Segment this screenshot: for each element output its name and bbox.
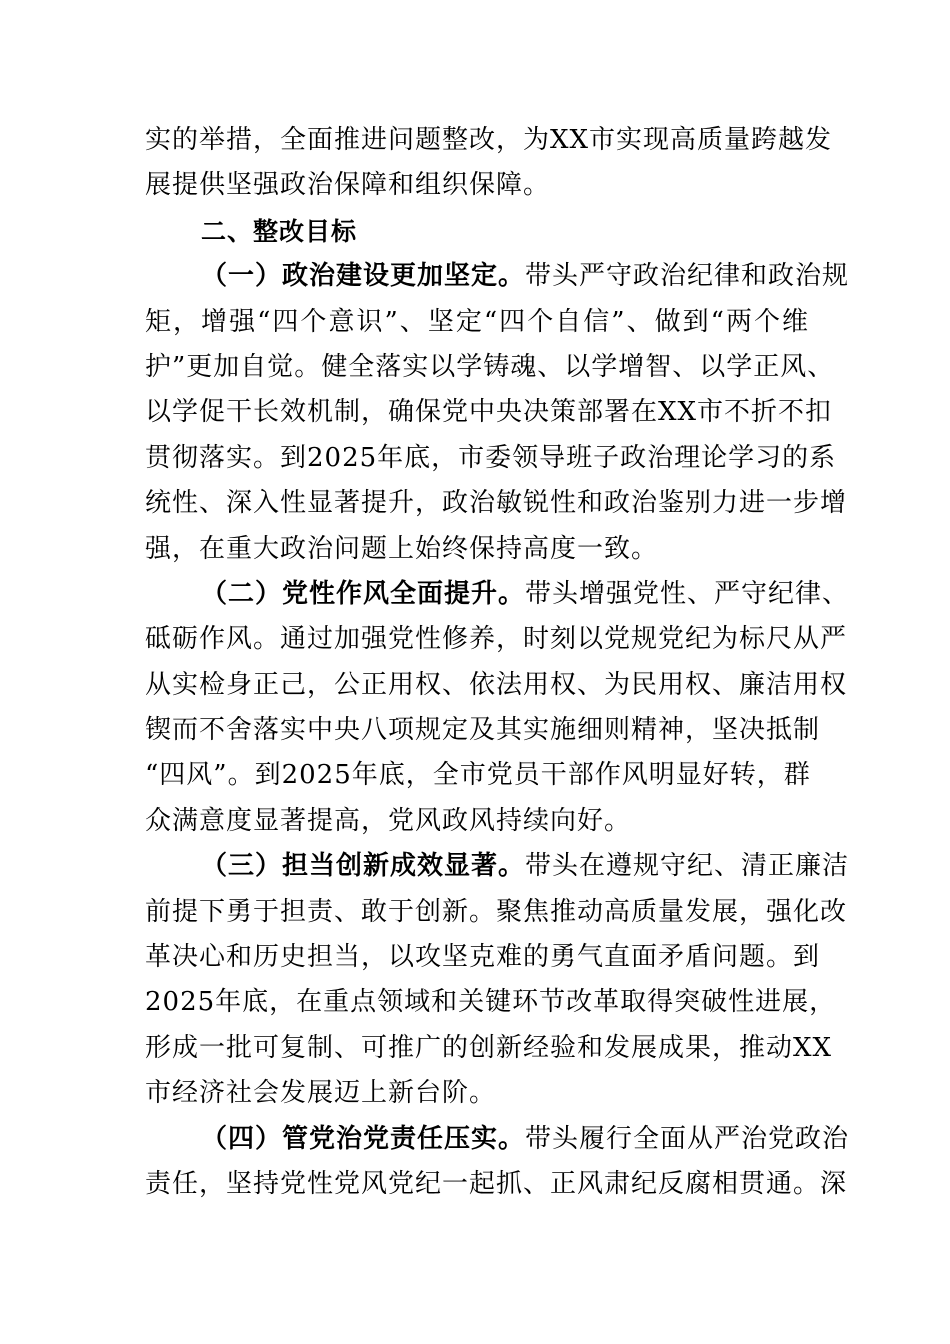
text-line [145, 300, 809, 345]
text-line [145, 254, 850, 299]
text-line [145, 708, 821, 753]
line-text: 强，在重大政治问题上始终保持高度一致。 [145, 533, 659, 564]
line-text: 市经济社会发展迈上新台阶。 [145, 1078, 497, 1109]
line-text: 锲而不舍落实中央八项规定及其实施细则精神，坚决抵制 [145, 715, 821, 746]
document-body [145, 118, 850, 1207]
line-text: 统性、深入性显著提升，政治敏锐性和政治鉴别力进一步增 [145, 488, 848, 519]
paragraph-lead: （一）政治建设更加坚定。 [201, 261, 526, 292]
text-line [145, 481, 848, 526]
text-line [145, 753, 809, 798]
text-line [145, 617, 848, 662]
paragraph-lead: （三）担当创新成效显著。 [201, 851, 526, 882]
line-text: 众满意度显著提高，党风政风持续向好。 [145, 805, 632, 836]
text-line [145, 527, 809, 572]
line-text: 实的举措，全面推进问题整改，为XX市实现高质量跨越发 [145, 125, 833, 155]
text-line [145, 1117, 850, 1162]
line-text: 2025年底，在重点领域和关键环节改革取得突破性进展， [145, 987, 837, 1018]
line-text: 贯彻落实。到2025年底，市委领导班子政治理论学习的系 [145, 442, 837, 473]
text-line [145, 935, 821, 980]
line-text: 形成一批可复制、可推广的创新经验和发展成果，推动XX [145, 1032, 833, 1063]
section-heading [145, 209, 809, 254]
paragraph-lead: （二）党性作风全面提升。 [201, 578, 526, 609]
line-text: 带头在遵规守纪、清正廉洁 [525, 851, 850, 882]
text-line [145, 844, 850, 889]
text-line [145, 1162, 848, 1207]
line-text: 展提供坚强政治保障和组织保障。 [145, 170, 551, 201]
line-text: 带头增强党性、严守纪律、 [525, 578, 850, 609]
line-text: “四风”。到2025年底，全市党员干部作风明显好转，群 [145, 760, 811, 791]
text-line [145, 1071, 809, 1116]
text-line [145, 390, 833, 435]
text-line [145, 572, 850, 617]
line-text: 二、整改目标 [201, 216, 358, 246]
line-text: 砥砺作风。通过加强党性修养，时刻以党规党纪为标尺从严 [145, 624, 848, 655]
line-text: 从实检身正己，公正用权、依法用权、为民用权、廉洁用权 [145, 669, 848, 700]
text-line [145, 118, 833, 163]
line-text: 护”更加自觉。健全落实以学铸魂、以学增智、以学正风、 [145, 351, 835, 382]
line-text: 革决心和历史担当，以攻坚克难的勇气直面矛盾问题。到 [145, 942, 821, 973]
text-line [145, 980, 837, 1025]
text-line [145, 436, 837, 481]
line-text: 矩，增强“四个意识”、坚定“四个自信”、做到“两个维 [145, 306, 809, 337]
text-line [145, 1026, 833, 1071]
text-line [145, 663, 848, 708]
line-text: 前提下勇于担责、敢于创新。聚焦推动高质量发展，强化改 [145, 896, 848, 927]
line-text: 责任，坚持党性党风党纪一起抓、正风肃纪反腐相贯通。深 [145, 1168, 848, 1199]
text-line [145, 163, 809, 208]
line-text: 以学促干长效机制，确保党中央决策部署在XX市不折不扣 [145, 397, 833, 428]
line-text: 带头严守政治纪律和政治规 [525, 261, 850, 292]
line-text: 带头履行全面从严治党政治 [525, 1123, 850, 1154]
text-line [145, 890, 848, 935]
text-line [145, 345, 835, 390]
text-line [145, 799, 809, 844]
paragraph-lead: （四）管党治党责任压实。 [201, 1123, 526, 1154]
